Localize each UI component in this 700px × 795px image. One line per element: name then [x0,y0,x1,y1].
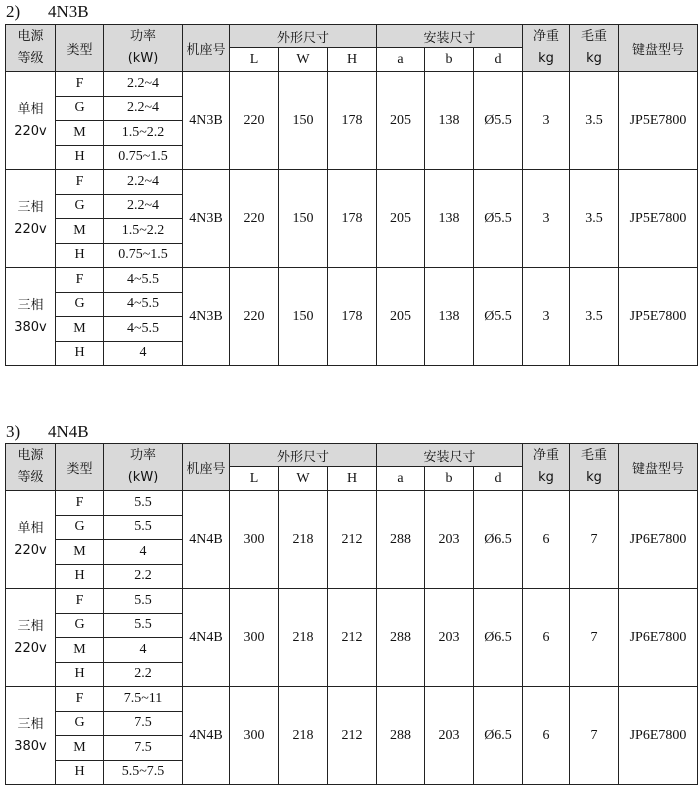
spec-table [5,443,698,785]
width-cell: 218 [279,491,328,589]
hole-diameter-cell: Ø5.5 [474,170,523,268]
width-cell: 150 [279,268,328,366]
dim-header-b-mount: b [425,467,474,491]
power-source-line2: 220v [14,640,47,656]
net-weight-cell: 6 [523,687,570,785]
spec-table [5,24,698,366]
power-cell: 4~5.5 [104,268,183,293]
gross-weight-header [570,25,619,72]
type-cell: M [56,638,104,663]
gross-weight-header-line2: kg [586,470,602,485]
gross-weight-header-line1: 毛重 [580,448,607,463]
frame-cell: 4N3B [183,72,230,170]
height-cell: 212 [328,687,377,785]
power-cell: 4~5.5 [104,292,183,317]
length-cell: 300 [230,589,279,687]
gross-weight-cell: 7 [570,491,619,589]
power-source-cell [6,687,56,785]
net-weight-header-line1: 净重 [532,29,559,44]
power-cell: 5.5 [104,613,183,638]
type-cell: G [56,96,104,121]
header-row [6,444,698,467]
table-row [6,687,698,712]
dim-header-d-mount: d [474,467,523,491]
power-cell: 5.5 [104,589,183,614]
type-cell: M [56,317,104,342]
mount-a-cell: 205 [377,268,425,366]
type-cell: H [56,341,104,366]
power-source-header-line1: 电源 [17,29,44,44]
keypad-header: 键盘型号 [619,444,698,491]
power-cell: 4 [104,341,183,366]
mount-b-cell: 138 [425,72,474,170]
gross-weight-cell: 7 [570,687,619,785]
frame-cell: 4N4B [183,687,230,785]
power-cell: 2.2~4 [104,194,183,219]
power-source-cell [6,589,56,687]
net-weight-header [523,444,570,491]
type-cell: F [56,268,104,293]
outline-dimensions-header: 外形尺寸 [230,25,377,48]
dim-header-h-outline: H [328,467,377,491]
mount-a-cell: 288 [377,687,425,785]
keypad-cell: JP5E7800 [619,72,698,170]
gross-weight-header-line1: 毛重 [580,29,607,44]
dim-header-l-outline: L [230,48,279,72]
power-source-cell [6,170,56,268]
dim-header-a-mount: a [377,48,425,72]
power-source-cell [6,491,56,589]
type-cell: H [56,564,104,589]
hole-diameter-cell: Ø6.5 [474,491,523,589]
frame-cell: 4N4B [183,589,230,687]
width-cell: 218 [279,687,328,785]
gross-weight-cell: 7 [570,589,619,687]
mount-b-cell: 138 [425,268,474,366]
power-cell: 7.5~11 [104,687,183,712]
table-row [6,491,698,516]
length-cell: 300 [230,687,279,785]
power-source-line1: 单相 [17,101,44,117]
height-cell: 178 [328,268,377,366]
width-cell: 150 [279,72,328,170]
hole-diameter-cell: Ø5.5 [474,72,523,170]
mount-b-cell: 203 [425,687,474,785]
power-cell: 2.2~4 [104,170,183,195]
type-cell: M [56,736,104,761]
dim-header-l-outline: L [230,467,279,491]
frame-cell: 4N3B [183,268,230,366]
dim-header-h-outline: H [328,48,377,72]
power-source-line2: 220v [14,542,47,558]
type-cell: M [56,219,104,244]
power-source-line1: 三相 [17,716,44,732]
power-source-line1: 三相 [17,297,44,313]
type-cell: F [56,170,104,195]
power-cell: 0.75~1.5 [104,145,183,170]
header-row [6,25,698,48]
length-cell: 220 [230,72,279,170]
height-cell: 212 [328,589,377,687]
section-number: 2) [6,2,21,21]
type-cell: F [56,687,104,712]
net-weight-cell: 3 [523,268,570,366]
section-heading [6,2,89,22]
keypad-cell: JP6E7800 [619,589,698,687]
power-source-header-line2: 等级 [17,470,44,485]
dim-header-a-mount: a [377,467,425,491]
height-cell: 178 [328,170,377,268]
type-cell: G [56,292,104,317]
mount-a-cell: 288 [377,491,425,589]
length-cell: 220 [230,170,279,268]
type-cell: H [56,662,104,687]
gross-weight-cell: 3.5 [570,268,619,366]
power-cell: 5.5 [104,515,183,540]
type-cell: M [56,540,104,565]
power-header [104,25,183,72]
type-cell: G [56,515,104,540]
keypad-header: 键盘型号 [619,25,698,72]
power-header-line2: (kW) [127,470,159,485]
keypad-cell: JP6E7800 [619,687,698,785]
frame-cell: 4N4B [183,491,230,589]
net-weight-header [523,25,570,72]
power-cell: 2.2~4 [104,72,183,97]
power-cell: 5.5 [104,491,183,516]
section-heading [6,422,89,442]
power-cell: 2.2~4 [104,96,183,121]
mount-b-cell: 138 [425,170,474,268]
power-source-line2: 220v [14,221,47,237]
type-cell: H [56,760,104,785]
power-source-line1: 三相 [17,618,44,634]
height-cell: 178 [328,72,377,170]
mounting-dimensions-header: 安装尺寸 [377,444,523,467]
table-row [6,268,698,293]
type-header: 类型 [56,25,104,72]
power-cell: 7.5 [104,736,183,761]
power-cell: 7.5 [104,711,183,736]
mount-a-cell: 205 [377,72,425,170]
type-cell: G [56,711,104,736]
height-cell: 212 [328,491,377,589]
type-cell: F [56,589,104,614]
section-title: 4N3B [48,2,89,21]
power-header-line1: 功率 [129,29,156,44]
power-cell: 1.5~2.2 [104,121,183,146]
frame-cell: 4N3B [183,170,230,268]
mount-a-cell: 205 [377,170,425,268]
net-weight-cell: 6 [523,491,570,589]
mount-a-cell: 288 [377,589,425,687]
power-source-line1: 单相 [17,520,44,536]
type-header: 类型 [56,444,104,491]
dim-header-b-mount: b [425,48,474,72]
power-cell: 2.2 [104,564,183,589]
hole-diameter-cell: Ø6.5 [474,687,523,785]
power-source-header [6,25,56,72]
gross-weight-header [570,444,619,491]
gross-weight-header-line2: kg [586,51,602,66]
net-weight-header-line1: 净重 [532,448,559,463]
net-weight-cell: 6 [523,589,570,687]
power-source-header-line2: 等级 [17,51,44,66]
keypad-cell: JP5E7800 [619,268,698,366]
dim-header-d-mount: d [474,48,523,72]
width-cell: 150 [279,170,328,268]
type-cell: G [56,194,104,219]
keypad-cell: JP6E7800 [619,491,698,589]
power-cell: 2.2 [104,662,183,687]
section-title: 4N4B [48,422,89,441]
type-cell: F [56,491,104,516]
gross-weight-cell: 3.5 [570,170,619,268]
power-source-cell [6,268,56,366]
dim-header-w-outline: W [279,48,328,72]
power-source-line2: 380v [14,738,47,754]
section-number: 3) [6,422,21,441]
power-cell: 1.5~2.2 [104,219,183,244]
type-cell: G [56,613,104,638]
mount-b-cell: 203 [425,491,474,589]
power-source-line1: 三相 [17,199,44,215]
power-source-line2: 380v [14,319,47,335]
net-weight-header-line2: kg [538,51,554,66]
power-source-cell [6,72,56,170]
frame-header: 机座号 [183,25,230,72]
power-source-header-line1: 电源 [17,448,44,463]
power-source-line2: 220v [14,123,47,139]
gross-weight-cell: 3.5 [570,72,619,170]
power-header-line2: (kW) [127,51,159,66]
power-source-header [6,444,56,491]
type-cell: F [56,72,104,97]
type-cell: H [56,145,104,170]
length-cell: 300 [230,491,279,589]
mounting-dimensions-header: 安装尺寸 [377,25,523,48]
type-cell: H [56,243,104,268]
net-weight-cell: 3 [523,170,570,268]
table-row [6,170,698,195]
mount-b-cell: 203 [425,589,474,687]
type-cell: M [56,121,104,146]
outline-dimensions-header: 外形尺寸 [230,444,377,467]
net-weight-header-line2: kg [538,470,554,485]
length-cell: 220 [230,268,279,366]
table-row [6,72,698,97]
power-cell: 5.5~7.5 [104,760,183,785]
frame-header: 机座号 [183,444,230,491]
power-cell: 4 [104,638,183,663]
power-cell: 4 [104,540,183,565]
keypad-cell: JP5E7800 [619,170,698,268]
power-cell: 0.75~1.5 [104,243,183,268]
dim-header-w-outline: W [279,467,328,491]
width-cell: 218 [279,589,328,687]
power-header [104,444,183,491]
net-weight-cell: 3 [523,72,570,170]
power-cell: 4~5.5 [104,317,183,342]
hole-diameter-cell: Ø6.5 [474,589,523,687]
power-header-line1: 功率 [129,448,156,463]
table-row [6,589,698,614]
hole-diameter-cell: Ø5.5 [474,268,523,366]
